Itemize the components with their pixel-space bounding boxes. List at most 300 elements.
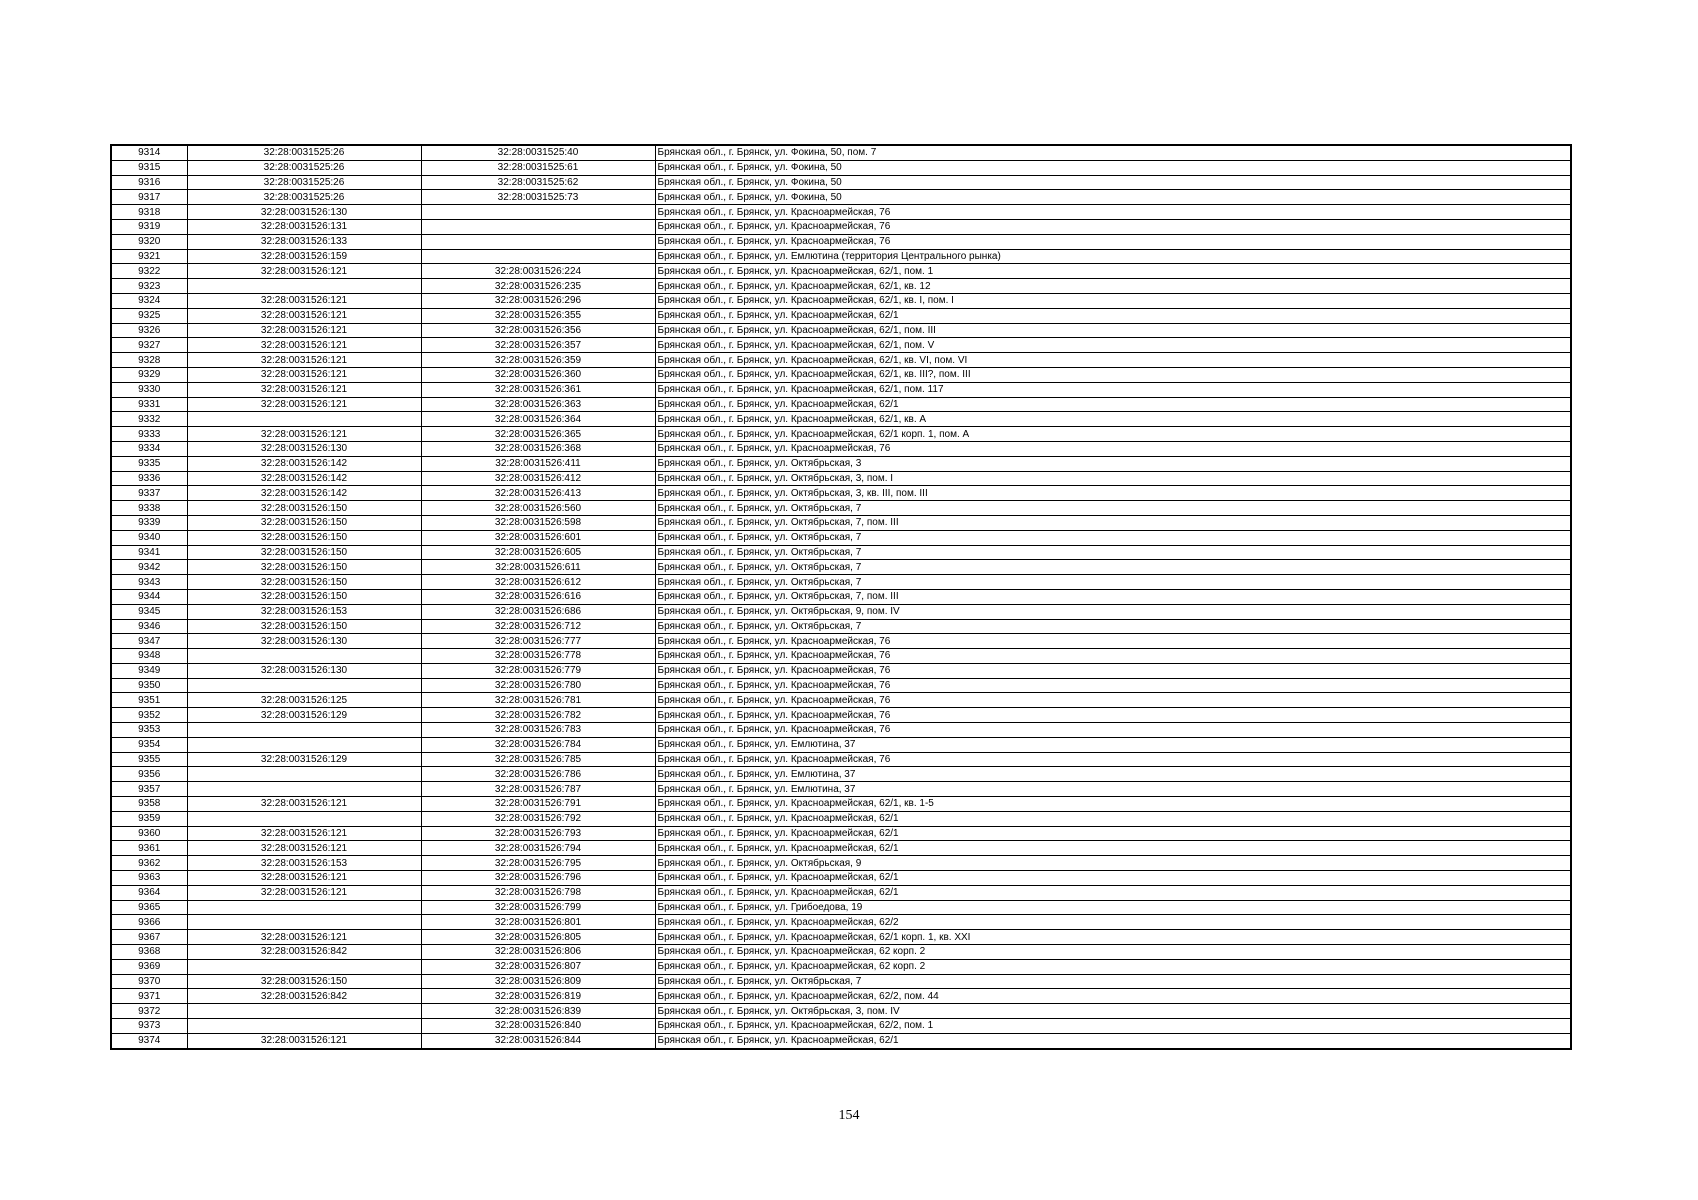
row-number-cell: 9340 bbox=[111, 530, 187, 545]
address-cell: Брянская обл., г. Брянск, ул. Емлютина, 37 bbox=[655, 782, 1571, 797]
parent-cadastral-number-cell: 32:28:0031526:150 bbox=[187, 515, 421, 530]
table-row bbox=[111, 693, 1571, 708]
address-cell: Брянская обл., г. Брянск, ул. Октябрьская, 7, пом. III bbox=[655, 515, 1571, 530]
table-body bbox=[111, 145, 1571, 1049]
row-number-cell: 9333 bbox=[111, 427, 187, 442]
table-row bbox=[111, 1033, 1571, 1048]
address-cell: Брянская обл., г. Брянск, ул. Красноармейская, 62/2 bbox=[655, 915, 1571, 930]
cadastral-number-cell bbox=[421, 205, 655, 220]
cadastral-number-cell: 32:28:0031526:355 bbox=[421, 308, 655, 323]
cadastral-number-cell: 32:28:0031526:598 bbox=[421, 515, 655, 530]
address-cell: Брянская обл., г. Брянск, ул. Фокина, 50 bbox=[655, 160, 1571, 175]
cadastral-number-cell: 32:28:0031526:792 bbox=[421, 811, 655, 826]
table-row bbox=[111, 486, 1571, 501]
parent-cadastral-number-cell: 32:28:0031526:130 bbox=[187, 634, 421, 649]
table-row bbox=[111, 219, 1571, 234]
parent-cadastral-number-cell: 32:28:0031526:142 bbox=[187, 456, 421, 471]
parent-cadastral-number-cell bbox=[187, 412, 421, 427]
row-number-cell: 9317 bbox=[111, 190, 187, 205]
cadastral-number-cell: 32:28:0031526:777 bbox=[421, 634, 655, 649]
parent-cadastral-number-cell: 32:28:0031526:121 bbox=[187, 427, 421, 442]
cadastral-number-cell: 32:28:0031526:364 bbox=[421, 412, 655, 427]
parent-cadastral-number-cell: 32:28:0031526:142 bbox=[187, 471, 421, 486]
row-number-cell: 9358 bbox=[111, 797, 187, 812]
address-cell: Брянская обл., г. Брянск, ул. Красноармейская, 62/1, кв. А bbox=[655, 412, 1571, 427]
address-cell: Брянская обл., г. Брянск, ул. Емлютина, 37 bbox=[655, 737, 1571, 752]
cadastral-number-cell: 32:28:0031526:412 bbox=[421, 471, 655, 486]
parent-cadastral-number-cell bbox=[187, 649, 421, 664]
address-cell: Брянская обл., г. Брянск, ул. Фокина, 50 bbox=[655, 175, 1571, 190]
parent-cadastral-number-cell bbox=[187, 811, 421, 826]
row-number-cell: 9318 bbox=[111, 205, 187, 220]
parent-cadastral-number-cell: 32:28:0031526:121 bbox=[187, 367, 421, 382]
address-cell: Брянская обл., г. Брянск, ул. Красноармейская, 62/1 bbox=[655, 811, 1571, 826]
table-row bbox=[111, 190, 1571, 205]
parent-cadastral-number-cell bbox=[187, 1019, 421, 1034]
address-cell: Брянская обл., г. Брянск, ул. Красноармейская, 76 bbox=[655, 205, 1571, 220]
cadastral-number-cell: 32:28:0031526:787 bbox=[421, 782, 655, 797]
parent-cadastral-number-cell: 32:28:0031526:121 bbox=[187, 382, 421, 397]
address-cell: Брянская обл., г. Брянск, ул. Красноармейская, 62/1 bbox=[655, 826, 1571, 841]
table-row bbox=[111, 678, 1571, 693]
cadastral-number-cell bbox=[421, 234, 655, 249]
row-number-cell: 9325 bbox=[111, 308, 187, 323]
cadastral-number-cell: 32:28:0031526:778 bbox=[421, 649, 655, 664]
cadastral-number-cell: 32:28:0031526:235 bbox=[421, 279, 655, 294]
parent-cadastral-number-cell bbox=[187, 767, 421, 782]
address-cell: Брянская обл., г. Брянск, ул. Октябрьская, 7 bbox=[655, 501, 1571, 516]
address-cell: Брянская обл., г. Брянск, ул. Красноармейская, 62/1 bbox=[655, 308, 1571, 323]
parent-cadastral-number-cell: 32:28:0031526:150 bbox=[187, 530, 421, 545]
row-number-cell: 9342 bbox=[111, 560, 187, 575]
cadastral-number-cell: 32:28:0031526:560 bbox=[421, 501, 655, 516]
row-number-cell: 9341 bbox=[111, 545, 187, 560]
cadastral-number-cell: 32:28:0031526:793 bbox=[421, 826, 655, 841]
parent-cadastral-number-cell bbox=[187, 959, 421, 974]
cadastral-number-cell: 32:28:0031526:840 bbox=[421, 1019, 655, 1034]
address-cell: Брянская обл., г. Брянск, ул. Октябрьская, 9, пом. IV bbox=[655, 604, 1571, 619]
row-number-cell: 9368 bbox=[111, 945, 187, 960]
cadastral-number-cell: 32:28:0031526:224 bbox=[421, 264, 655, 279]
table-row bbox=[111, 234, 1571, 249]
cadastral-number-cell: 32:28:0031526:819 bbox=[421, 989, 655, 1004]
cadastral-number-cell: 32:28:0031526:807 bbox=[421, 959, 655, 974]
row-number-cell: 9361 bbox=[111, 841, 187, 856]
cadastral-number-cell: 32:28:0031526:363 bbox=[421, 397, 655, 412]
table-row bbox=[111, 900, 1571, 915]
cadastral-number-cell: 32:28:0031526:791 bbox=[421, 797, 655, 812]
row-number-cell: 9367 bbox=[111, 930, 187, 945]
cadastral-number-cell: 32:28:0031526:359 bbox=[421, 353, 655, 368]
row-number-cell: 9331 bbox=[111, 397, 187, 412]
table-row bbox=[111, 767, 1571, 782]
table-row bbox=[111, 649, 1571, 664]
address-cell: Брянская обл., г. Брянск, ул. Октябрьская, 7 bbox=[655, 619, 1571, 634]
cadastral-number-cell: 32:28:0031526:686 bbox=[421, 604, 655, 619]
address-cell: Брянская обл., г. Брянск, ул. Красноармейская, 62/2, пом. 1 bbox=[655, 1019, 1571, 1034]
parent-cadastral-number-cell: 32:28:0031526:133 bbox=[187, 234, 421, 249]
address-cell: Брянская обл., г. Брянск, ул. Красноармейская, 76 bbox=[655, 634, 1571, 649]
parent-cadastral-number-cell bbox=[187, 782, 421, 797]
row-number-cell: 9359 bbox=[111, 811, 187, 826]
address-cell: Брянская обл., г. Брянск, ул. Октябрьская, 7 bbox=[655, 545, 1571, 560]
row-number-cell: 9338 bbox=[111, 501, 187, 516]
parent-cadastral-number-cell: 32:28:0031526:129 bbox=[187, 708, 421, 723]
table-row bbox=[111, 441, 1571, 456]
table-row bbox=[111, 397, 1571, 412]
table-row bbox=[111, 515, 1571, 530]
table-row bbox=[111, 323, 1571, 338]
address-cell: Брянская обл., г. Брянск, ул. Октябрьская, 9 bbox=[655, 856, 1571, 871]
table-row bbox=[111, 353, 1571, 368]
parent-cadastral-number-cell: 32:28:0031526:130 bbox=[187, 663, 421, 678]
cadastral-number-cell: 32:28:0031526:809 bbox=[421, 974, 655, 989]
table-row bbox=[111, 797, 1571, 812]
table-row bbox=[111, 293, 1571, 308]
address-cell: Брянская обл., г. Брянск, ул. Красноармейская, 62/1 корп. 1, пом. А bbox=[655, 427, 1571, 442]
address-cell: Брянская обл., г. Брянск, ул. Красноармейская, 62/1 корп. 1, кв. XXI bbox=[655, 930, 1571, 945]
row-number-cell: 9356 bbox=[111, 767, 187, 782]
cadastral-number-cell: 32:28:0031526:365 bbox=[421, 427, 655, 442]
cadastral-number-cell: 32:28:0031526:839 bbox=[421, 1004, 655, 1019]
address-cell: Брянская обл., г. Брянск, ул. Красноармейская, 62/1, кв. I, пом. I bbox=[655, 293, 1571, 308]
address-cell: Брянская обл., г. Брянск, ул. Октябрьская, 7 bbox=[655, 530, 1571, 545]
row-number-cell: 9350 bbox=[111, 678, 187, 693]
table-row bbox=[111, 604, 1571, 619]
address-cell: Брянская обл., г. Брянск, ул. Красноармейская, 62/1, кв. 1-5 bbox=[655, 797, 1571, 812]
table-row bbox=[111, 249, 1571, 264]
cadastral-number-cell: 32:28:0031526:806 bbox=[421, 945, 655, 960]
table-row bbox=[111, 737, 1571, 752]
parent-cadastral-number-cell bbox=[187, 900, 421, 915]
cadastral-number-cell: 32:28:0031526:783 bbox=[421, 723, 655, 738]
cadastral-number-cell: 32:28:0031526:357 bbox=[421, 338, 655, 353]
cadastral-number-cell: 32:28:0031526:612 bbox=[421, 575, 655, 590]
address-cell: Брянская обл., г. Брянск, ул. Октябрьская, 3 bbox=[655, 456, 1571, 471]
table-row bbox=[111, 619, 1571, 634]
parent-cadastral-number-cell bbox=[187, 1004, 421, 1019]
address-cell: Брянская обл., г. Брянск, ул. Красноармейская, 62 корп. 2 bbox=[655, 945, 1571, 960]
row-number-cell: 9319 bbox=[111, 219, 187, 234]
address-cell: Брянская обл., г. Брянск, ул. Красноармейская, 62/1, пом. 1 bbox=[655, 264, 1571, 279]
address-cell: Брянская обл., г. Брянск, ул. Красноармейская, 62/1 bbox=[655, 871, 1571, 886]
table-row bbox=[111, 560, 1571, 575]
row-number-cell: 9329 bbox=[111, 367, 187, 382]
cadastral-number-cell: 32:28:0031526:796 bbox=[421, 871, 655, 886]
table-row bbox=[111, 1004, 1571, 1019]
cadastral-number-cell: 32:28:0031526:780 bbox=[421, 678, 655, 693]
row-number-cell: 9369 bbox=[111, 959, 187, 974]
cadastral-number-cell bbox=[421, 249, 655, 264]
table-row bbox=[111, 974, 1571, 989]
row-number-cell: 9348 bbox=[111, 649, 187, 664]
parent-cadastral-number-cell: 32:28:0031526:150 bbox=[187, 501, 421, 516]
table-row bbox=[111, 841, 1571, 856]
address-cell: Брянская обл., г. Брянск, ул. Грибоедова, 19 bbox=[655, 900, 1571, 915]
table-row bbox=[111, 634, 1571, 649]
cadastral-number-cell bbox=[421, 219, 655, 234]
address-cell: Брянская обл., г. Брянск, ул. Красноармейская, 76 bbox=[655, 693, 1571, 708]
row-number-cell: 9316 bbox=[111, 175, 187, 190]
table-row bbox=[111, 663, 1571, 678]
cadastral-table bbox=[110, 144, 1572, 1050]
parent-cadastral-number-cell: 32:28:0031526:129 bbox=[187, 752, 421, 767]
cadastral-number-cell: 32:28:0031526:605 bbox=[421, 545, 655, 560]
cadastral-number-cell: 32:28:0031526:785 bbox=[421, 752, 655, 767]
address-cell: Брянская обл., г. Брянск, ул. Красноармейская, 62/1, пом. V bbox=[655, 338, 1571, 353]
cadastral-number-cell: 32:28:0031526:361 bbox=[421, 382, 655, 397]
parent-cadastral-number-cell: 32:28:0031526:121 bbox=[187, 871, 421, 886]
cadastral-number-cell: 32:28:0031526:368 bbox=[421, 441, 655, 456]
parent-cadastral-number-cell: 32:28:0031526:153 bbox=[187, 604, 421, 619]
parent-cadastral-number-cell: 32:28:0031526:159 bbox=[187, 249, 421, 264]
row-number-cell: 9363 bbox=[111, 871, 187, 886]
table-row bbox=[111, 723, 1571, 738]
address-cell: Брянская обл., г. Брянск, ул. Красноармейская, 62/1, кв. VI, пом. VI bbox=[655, 353, 1571, 368]
table-row bbox=[111, 471, 1571, 486]
row-number-cell: 9344 bbox=[111, 589, 187, 604]
row-number-cell: 9354 bbox=[111, 737, 187, 752]
table-row bbox=[111, 456, 1571, 471]
row-number-cell: 9355 bbox=[111, 752, 187, 767]
address-cell: Брянская обл., г. Брянск, ул. Фокина, 50, пом. 7 bbox=[655, 145, 1571, 160]
parent-cadastral-number-cell bbox=[187, 678, 421, 693]
table-row bbox=[111, 959, 1571, 974]
address-cell: Брянская обл., г. Брянск, ул. Октябрьская, 7 bbox=[655, 575, 1571, 590]
row-number-cell: 9320 bbox=[111, 234, 187, 249]
parent-cadastral-number-cell bbox=[187, 279, 421, 294]
parent-cadastral-number-cell: 32:28:0031526:121 bbox=[187, 293, 421, 308]
table-row bbox=[111, 989, 1571, 1004]
cadastral-number-cell: 32:28:0031526:611 bbox=[421, 560, 655, 575]
row-number-cell: 9326 bbox=[111, 323, 187, 338]
parent-cadastral-number-cell bbox=[187, 737, 421, 752]
address-cell: Брянская обл., г. Брянск, ул. Красноармейская, 76 bbox=[655, 441, 1571, 456]
row-number-cell: 9364 bbox=[111, 885, 187, 900]
address-cell: Брянская обл., г. Брянск, ул. Красноармейская, 76 bbox=[655, 708, 1571, 723]
cadastral-number-cell: 32:28:0031526:356 bbox=[421, 323, 655, 338]
cadastral-number-cell: 32:28:0031526:798 bbox=[421, 885, 655, 900]
row-number-cell: 9335 bbox=[111, 456, 187, 471]
address-cell: Брянская обл., г. Брянск, ул. Емлютина, 37 bbox=[655, 767, 1571, 782]
cadastral-number-cell: 32:28:0031526:794 bbox=[421, 841, 655, 856]
parent-cadastral-number-cell: 32:28:0031526:150 bbox=[187, 560, 421, 575]
row-number-cell: 9336 bbox=[111, 471, 187, 486]
table-row bbox=[111, 708, 1571, 723]
parent-cadastral-number-cell: 32:28:0031526:121 bbox=[187, 397, 421, 412]
parent-cadastral-number-cell bbox=[187, 723, 421, 738]
table-row bbox=[111, 279, 1571, 294]
row-number-cell: 9332 bbox=[111, 412, 187, 427]
parent-cadastral-number-cell: 32:28:0031526:121 bbox=[187, 885, 421, 900]
address-cell: Брянская обл., г. Брянск, ул. Красноармейская, 76 bbox=[655, 234, 1571, 249]
table-row bbox=[111, 367, 1571, 382]
row-number-cell: 9337 bbox=[111, 486, 187, 501]
cadastral-number-cell: 32:28:0031526:795 bbox=[421, 856, 655, 871]
row-number-cell: 9322 bbox=[111, 264, 187, 279]
address-cell: Брянская обл., г. Брянск, ул. Красноармейская, 76 bbox=[655, 649, 1571, 664]
table-row bbox=[111, 575, 1571, 590]
parent-cadastral-number-cell: 32:28:0031526:842 bbox=[187, 945, 421, 960]
parent-cadastral-number-cell: 32:28:0031526:130 bbox=[187, 441, 421, 456]
row-number-cell: 9371 bbox=[111, 989, 187, 1004]
row-number-cell: 9343 bbox=[111, 575, 187, 590]
row-number-cell: 9370 bbox=[111, 974, 187, 989]
address-cell: Брянская обл., г. Брянск, ул. Красноармейская, 62 корп. 2 bbox=[655, 959, 1571, 974]
address-cell: Брянская обл., г. Брянск, ул. Октябрьская, 7 bbox=[655, 560, 1571, 575]
address-cell: Брянская обл., г. Брянск, ул. Октябрьская, 3, кв. III, пом. III bbox=[655, 486, 1571, 501]
row-number-cell: 9352 bbox=[111, 708, 187, 723]
cadastral-number-cell: 32:28:0031526:784 bbox=[421, 737, 655, 752]
parent-cadastral-number-cell: 32:28:0031526:121 bbox=[187, 323, 421, 338]
address-cell: Брянская обл., г. Брянск, ул. Красноармейская, 76 bbox=[655, 723, 1571, 738]
cadastral-number-cell: 32:28:0031526:786 bbox=[421, 767, 655, 782]
table-row bbox=[111, 308, 1571, 323]
table-row bbox=[111, 826, 1571, 841]
cadastral-number-cell: 32:28:0031525:73 bbox=[421, 190, 655, 205]
parent-cadastral-number-cell: 32:28:0031526:121 bbox=[187, 841, 421, 856]
table-row bbox=[111, 589, 1571, 604]
address-cell: Брянская обл., г. Брянск, ул. Фокина, 50 bbox=[655, 190, 1571, 205]
address-cell: Брянская обл., г. Брянск, ул. Октябрьская, 3, пом. IV bbox=[655, 1004, 1571, 1019]
parent-cadastral-number-cell: 32:28:0031525:26 bbox=[187, 175, 421, 190]
parent-cadastral-number-cell: 32:28:0031526:131 bbox=[187, 219, 421, 234]
table-row bbox=[111, 945, 1571, 960]
address-cell: Брянская обл., г. Брянск, ул. Красноармейская, 76 bbox=[655, 752, 1571, 767]
address-cell: Брянская обл., г. Брянск, ул. Красноармейская, 62/1 bbox=[655, 841, 1571, 856]
table-row bbox=[111, 782, 1571, 797]
table-row bbox=[111, 930, 1571, 945]
address-cell: Брянская обл., г. Брянск, ул. Красноармейская, 62/1 bbox=[655, 1033, 1571, 1048]
table-row bbox=[111, 145, 1571, 160]
row-number-cell: 9315 bbox=[111, 160, 187, 175]
table-row bbox=[111, 545, 1571, 560]
table-row bbox=[111, 412, 1571, 427]
address-cell: Брянская обл., г. Брянск, ул. Красноармейская, 62/1 bbox=[655, 397, 1571, 412]
table-row bbox=[111, 175, 1571, 190]
row-number-cell: 9351 bbox=[111, 693, 187, 708]
row-number-cell: 9314 bbox=[111, 145, 187, 160]
cadastral-number-cell: 32:28:0031525:40 bbox=[421, 145, 655, 160]
parent-cadastral-number-cell: 32:28:0031526:150 bbox=[187, 545, 421, 560]
row-number-cell: 9345 bbox=[111, 604, 187, 619]
address-cell: Брянская обл., г. Брянск, ул. Октябрьская, 7 bbox=[655, 974, 1571, 989]
address-cell: Брянская обл., г. Брянск, ул. Красноармейская, 62/1, пом. III bbox=[655, 323, 1571, 338]
table-row bbox=[111, 915, 1571, 930]
parent-cadastral-number-cell: 32:28:0031526:121 bbox=[187, 930, 421, 945]
address-cell: Брянская обл., г. Брянск, ул. Красноармейская, 62/1, кв. III?, пом. III bbox=[655, 367, 1571, 382]
table-row bbox=[111, 871, 1571, 886]
address-cell: Брянская обл., г. Брянск, ул. Емлютина (территория Центрального рынка) bbox=[655, 249, 1571, 264]
parent-cadastral-number-cell: 32:28:0031526:153 bbox=[187, 856, 421, 871]
parent-cadastral-number-cell: 32:28:0031526:121 bbox=[187, 797, 421, 812]
cadastral-number-cell: 32:28:0031526:801 bbox=[421, 915, 655, 930]
cadastral-number-cell: 32:28:0031526:782 bbox=[421, 708, 655, 723]
cadastral-number-cell: 32:28:0031525:61 bbox=[421, 160, 655, 175]
cadastral-number-cell: 32:28:0031525:62 bbox=[421, 175, 655, 190]
row-number-cell: 9362 bbox=[111, 856, 187, 871]
cadastral-number-cell: 32:28:0031526:616 bbox=[421, 589, 655, 604]
table-row bbox=[111, 811, 1571, 826]
table-row bbox=[111, 752, 1571, 767]
cadastral-number-cell: 32:28:0031526:360 bbox=[421, 367, 655, 382]
cadastral-number-cell: 32:28:0031526:411 bbox=[421, 456, 655, 471]
parent-cadastral-number-cell: 32:28:0031526:121 bbox=[187, 353, 421, 368]
cadastral-number-cell: 32:28:0031526:296 bbox=[421, 293, 655, 308]
address-cell: Брянская обл., г. Брянск, ул. Октябрьская, 3, пом. I bbox=[655, 471, 1571, 486]
table-row bbox=[111, 338, 1571, 353]
row-number-cell: 9374 bbox=[111, 1033, 187, 1048]
address-cell: Брянская обл., г. Брянск, ул. Красноармейская, 62/1, кв. 12 bbox=[655, 279, 1571, 294]
row-number-cell: 9373 bbox=[111, 1019, 187, 1034]
parent-cadastral-number-cell: 32:28:0031526:125 bbox=[187, 693, 421, 708]
cadastral-number-cell: 32:28:0031526:601 bbox=[421, 530, 655, 545]
table-row bbox=[111, 856, 1571, 871]
table-row bbox=[111, 427, 1571, 442]
row-number-cell: 9339 bbox=[111, 515, 187, 530]
parent-cadastral-number-cell: 32:28:0031526:121 bbox=[187, 264, 421, 279]
cadastral-number-cell: 32:28:0031526:799 bbox=[421, 900, 655, 915]
table-row bbox=[111, 264, 1571, 279]
row-number-cell: 9349 bbox=[111, 663, 187, 678]
table-row bbox=[111, 501, 1571, 516]
cadastral-number-cell: 32:28:0031526:779 bbox=[421, 663, 655, 678]
cadastral-number-cell: 32:28:0031526:413 bbox=[421, 486, 655, 501]
parent-cadastral-number-cell: 32:28:0031526:130 bbox=[187, 205, 421, 220]
parent-cadastral-number-cell: 32:28:0031526:142 bbox=[187, 486, 421, 501]
row-number-cell: 9366 bbox=[111, 915, 187, 930]
parent-cadastral-number-cell: 32:28:0031526:121 bbox=[187, 338, 421, 353]
address-cell: Брянская обл., г. Брянск, ул. Красноармейская, 76 bbox=[655, 678, 1571, 693]
row-number-cell: 9372 bbox=[111, 1004, 187, 1019]
row-number-cell: 9347 bbox=[111, 634, 187, 649]
row-number-cell: 9334 bbox=[111, 441, 187, 456]
parent-cadastral-number-cell: 32:28:0031525:26 bbox=[187, 190, 421, 205]
row-number-cell: 9321 bbox=[111, 249, 187, 264]
row-number-cell: 9346 bbox=[111, 619, 187, 634]
row-number-cell: 9330 bbox=[111, 382, 187, 397]
table-row bbox=[111, 382, 1571, 397]
page-number: 154 bbox=[838, 1108, 860, 1123]
address-cell: Брянская обл., г. Брянск, ул. Красноармейская, 76 bbox=[655, 663, 1571, 678]
parent-cadastral-number-cell: 32:28:0031526:150 bbox=[187, 575, 421, 590]
address-cell: Брянская обл., г. Брянск, ул. Октябрьская, 7, пом. III bbox=[655, 589, 1571, 604]
parent-cadastral-number-cell: 32:28:0031526:150 bbox=[187, 974, 421, 989]
row-number-cell: 9360 bbox=[111, 826, 187, 841]
cadastral-number-cell: 32:28:0031526:844 bbox=[421, 1033, 655, 1048]
parent-cadastral-number-cell: 32:28:0031526:150 bbox=[187, 589, 421, 604]
row-number-cell: 9353 bbox=[111, 723, 187, 738]
table-row bbox=[111, 160, 1571, 175]
row-number-cell: 9357 bbox=[111, 782, 187, 797]
parent-cadastral-number-cell: 32:28:0031525:26 bbox=[187, 145, 421, 160]
parent-cadastral-number-cell bbox=[187, 915, 421, 930]
row-number-cell: 9328 bbox=[111, 353, 187, 368]
parent-cadastral-number-cell: 32:28:0031526:842 bbox=[187, 989, 421, 1004]
row-number-cell: 9365 bbox=[111, 900, 187, 915]
parent-cadastral-number-cell: 32:28:0031526:121 bbox=[187, 826, 421, 841]
parent-cadastral-number-cell: 32:28:0031526:150 bbox=[187, 619, 421, 634]
parent-cadastral-number-cell: 32:28:0031526:121 bbox=[187, 1033, 421, 1048]
address-cell: Брянская обл., г. Брянск, ул. Красноармейская, 62/2, пом. 44 bbox=[655, 989, 1571, 1004]
cadastral-number-cell: 32:28:0031526:781 bbox=[421, 693, 655, 708]
address-cell: Брянская обл., г. Брянск, ул. Красноармейская, 62/1, пом. 117 bbox=[655, 382, 1571, 397]
row-number-cell: 9323 bbox=[111, 279, 187, 294]
table-row bbox=[111, 530, 1571, 545]
table-row bbox=[111, 885, 1571, 900]
table-row bbox=[111, 205, 1571, 220]
row-number-cell: 9324 bbox=[111, 293, 187, 308]
